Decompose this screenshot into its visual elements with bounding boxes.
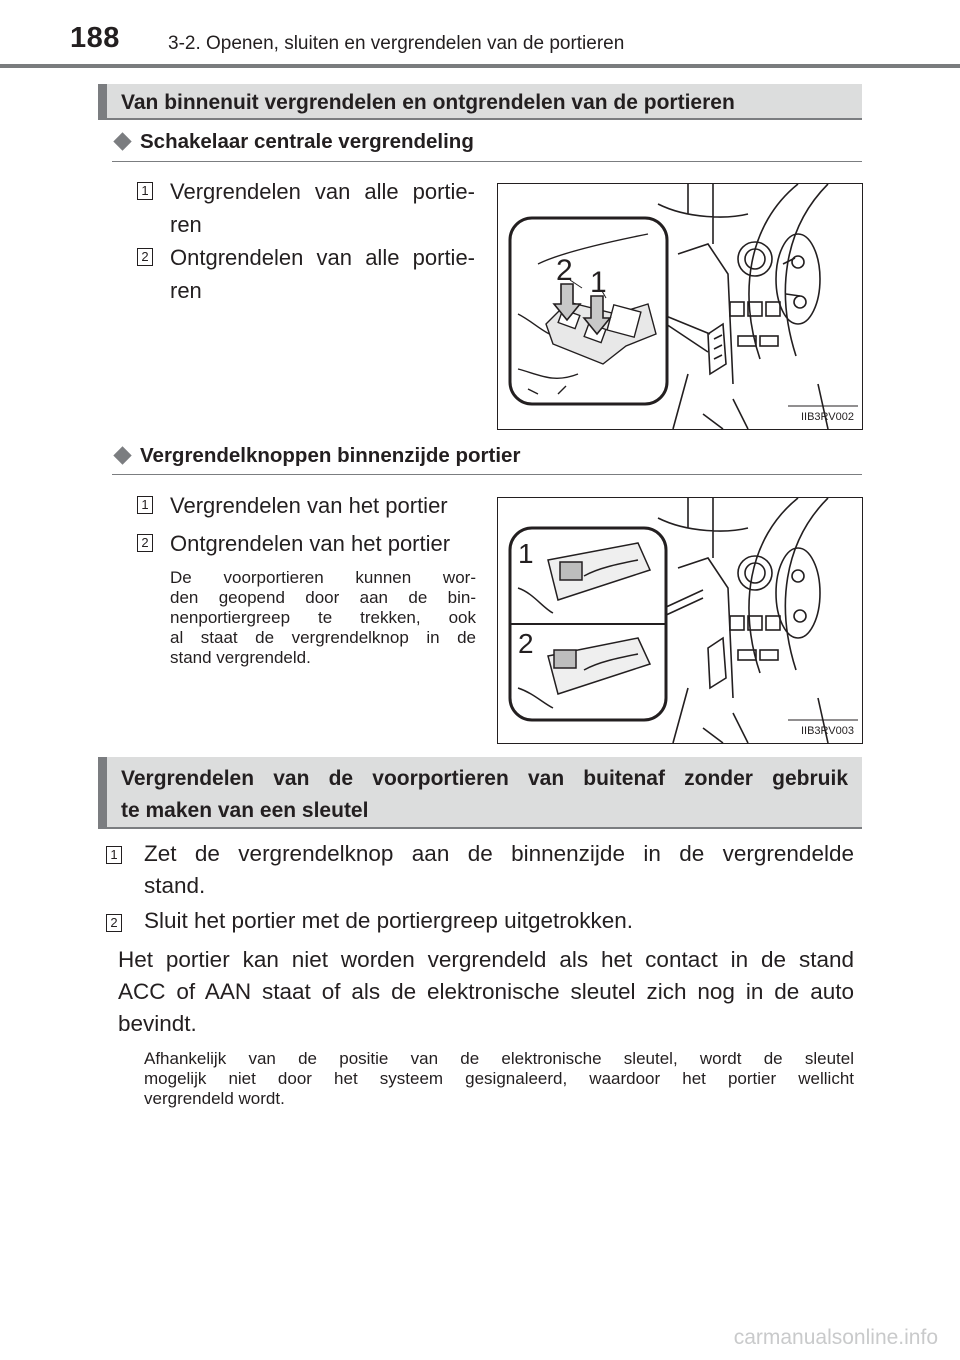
figure-central-lock-switch: [497, 183, 863, 430]
figure-code: IIB3RV003: [800, 725, 854, 737]
door-handle-illustration: [498, 498, 862, 743]
note-line: vergrendeld wordt.: [144, 1089, 285, 1108]
chapter-title: 3-2. Openen, sluiten en vergrendelen van de portieren: [168, 33, 625, 54]
subheading-central-lock-switch: [112, 130, 474, 154]
item-number-badge: 1: [137, 496, 153, 514]
header-divider: [0, 64, 960, 68]
section-heading-exterior-locking: [98, 757, 862, 829]
step-line: stand.: [144, 873, 206, 898]
section-heading-line: Vergrendelen van de voorportieren van buitenaf zonder gebruik: [121, 767, 848, 790]
note-line: nenportiergreep te trekken, ook: [170, 608, 476, 627]
diamond-bullet-icon: [113, 132, 131, 150]
body-line: ACC of AAN staat of als de elektronische sleutel zich nog in de auto: [118, 979, 854, 1004]
subheading-divider: [112, 474, 862, 475]
dashboard-illustration: [498, 184, 862, 429]
note-paragraph: [170, 568, 476, 668]
list-item: Vergrendelen van het portier: [170, 493, 448, 518]
item-number-badge: 2: [137, 534, 153, 552]
callout-number: 2: [518, 628, 534, 659]
subheading-divider: [112, 161, 862, 162]
list-item-line: ren: [170, 212, 202, 237]
step-item: Sluit het portier met de portiergreep uitgetrokken.: [144, 908, 634, 933]
section-heading-line: te maken van een sleutel: [121, 799, 369, 822]
note-paragraph: [144, 1049, 854, 1109]
callout-number: 1: [518, 538, 534, 569]
note-line: Afhankelijk van de positie van de elektronische sleutel, wordt de sleutel: [144, 1049, 854, 1068]
list-item-line: Ontgrendelen van alle portie-: [170, 245, 475, 270]
figure-door-lock-knobs: [497, 497, 863, 744]
body-paragraph: [118, 944, 854, 1040]
figure-code: IIB3RV002: [800, 411, 854, 423]
body-line: bevindt.: [118, 1011, 197, 1036]
list-item: [170, 241, 475, 307]
step-line: Zet de vergrendelknop aan de binnenzijde in de vergrendelde: [144, 841, 854, 866]
list-item: [170, 175, 475, 241]
callout-number: 1: [590, 266, 607, 299]
note-line: den geopend door aan de bin-: [170, 588, 476, 607]
callout-number: 2: [556, 254, 573, 287]
body-line: Het portier kan niet worden vergrendeld als het contact in de stand: [118, 947, 854, 972]
note-line: mogelijk niet door het systeem gesignaleerd, waardoor het portier wellicht: [144, 1069, 854, 1088]
subheading-door-lock-knobs: [112, 444, 520, 468]
subheading-text: Schakelaar centrale vergrendeling: [140, 130, 474, 153]
page-number: 188: [70, 22, 120, 54]
step-number-badge: 2: [106, 914, 122, 932]
note-line: De voorportieren kunnen wor-: [170, 568, 476, 587]
list-item-line: Vergrendelen van alle portie-: [170, 179, 475, 204]
section-heading-interior-locking: Van binnenuit vergrendelen en ontgrendelen van de portieren: [98, 84, 862, 120]
note-line: al staat de vergrendelknop in de: [170, 628, 476, 647]
list-item: Ontgrendelen van het portier: [170, 531, 451, 556]
subheading-text: Vergrendelknoppen binnenzijde portier: [140, 444, 521, 467]
step-number-badge: 1: [106, 846, 122, 864]
item-number-badge: 2: [137, 248, 153, 266]
step-item: [144, 838, 854, 902]
watermark: carmanualsonline.info: [733, 1326, 938, 1349]
item-number-badge: 1: [137, 182, 153, 200]
diamond-bullet-icon: [113, 446, 131, 464]
list-item-line: ren: [170, 278, 202, 303]
note-line: stand vergrendeld.: [170, 648, 311, 667]
